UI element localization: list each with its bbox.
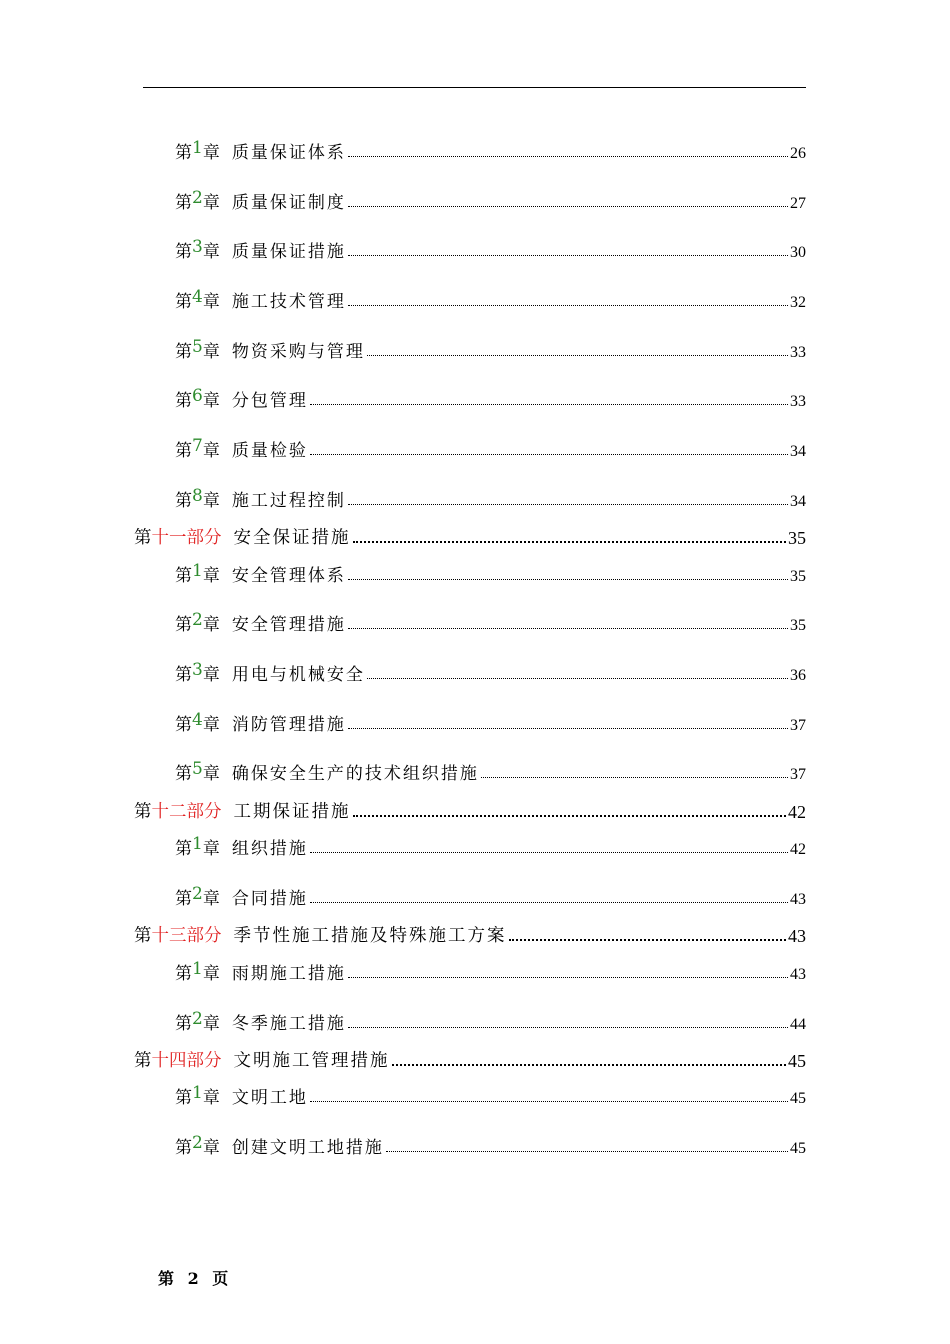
entry-suffix: 章 <box>202 715 220 735</box>
toc-entry[interactable] <box>175 1132 806 1158</box>
dot-leader <box>310 902 788 903</box>
header-rule <box>143 87 806 88</box>
entry-suffix: 章 <box>202 566 220 586</box>
entry-page: 33 <box>790 344 806 361</box>
toc-entry[interactable] <box>175 958 806 984</box>
entry-title: 施工技术管理 <box>231 292 346 312</box>
entry-prefix: 第 <box>175 391 192 411</box>
toc-entry[interactable] <box>175 385 806 411</box>
entry-title: 季节性施工措施及特殊施工方案 <box>233 926 507 946</box>
entry-page: 33 <box>790 393 806 410</box>
entry-page: 37 <box>790 766 806 783</box>
entry-title: 质量检验 <box>231 441 308 461</box>
entry-page: 43 <box>790 966 806 983</box>
toc-entry[interactable] <box>175 435 806 461</box>
entry-title: 物资采购与管理 <box>231 342 365 362</box>
dot-leader <box>481 777 788 778</box>
dot-leader <box>310 454 788 455</box>
entry-page: 45 <box>790 1140 806 1157</box>
entry-title: 雨期施工措施 <box>231 964 346 984</box>
entry-number: 3 <box>192 660 203 680</box>
entry-page: 45 <box>788 1051 806 1071</box>
entry-title: 创建文明工地措施 <box>231 1138 384 1158</box>
entry-page: 45 <box>790 1090 806 1107</box>
dot-leader <box>348 156 788 157</box>
entry-suffix: 章 <box>202 391 220 411</box>
toc-entry[interactable] <box>175 883 806 909</box>
entry-title: 质量保证制度 <box>231 193 346 213</box>
entry-prefix: 第 <box>175 839 192 859</box>
entry-suffix: 章 <box>202 1014 220 1034</box>
toc-entry[interactable] <box>175 137 806 163</box>
entry-title: 施工过程控制 <box>231 491 346 511</box>
entry-prefix: 第 <box>175 964 192 984</box>
entry-prefix: 第 <box>175 292 192 312</box>
entry-prefix: 第 <box>175 342 192 362</box>
entry-title: 分包管理 <box>231 391 308 411</box>
entry-prefix: 第 <box>175 491 192 511</box>
entry-title: 安全管理措施 <box>231 615 346 635</box>
entry-title: 质量保证体系 <box>231 143 346 163</box>
toc-part-entry[interactable] <box>134 797 806 823</box>
toc-entry[interactable] <box>175 236 806 262</box>
toc-entry[interactable] <box>175 659 806 685</box>
dot-leader <box>310 852 788 853</box>
entry-page: 35 <box>788 528 806 548</box>
toc-entry[interactable] <box>175 560 806 586</box>
entry-suffix: 章 <box>202 143 220 163</box>
toc-entry[interactable] <box>175 187 806 213</box>
entry-suffix: 章 <box>202 889 220 909</box>
entry-page: 43 <box>790 891 806 908</box>
entry-title: 安全保证措施 <box>233 528 351 548</box>
toc-entry[interactable] <box>175 485 806 511</box>
toc-part-entry[interactable] <box>134 523 806 549</box>
dot-leader <box>348 977 788 978</box>
entry-prefix: 第 <box>134 528 152 548</box>
entry-prefix: 第 <box>175 889 192 909</box>
entry-prefix: 第 <box>175 1014 192 1034</box>
entry-suffix: 章 <box>202 342 220 362</box>
entry-number: 2 <box>192 188 203 208</box>
entry-prefix: 第 <box>134 802 152 822</box>
dot-leader <box>310 404 788 405</box>
entry-prefix: 第 <box>134 926 152 946</box>
entry-page: 42 <box>788 802 806 822</box>
entry-number: 2 <box>192 1009 203 1029</box>
entry-suffix: 章 <box>202 292 220 312</box>
entry-number: 十二部分 <box>151 802 222 822</box>
entry-page: 27 <box>790 195 806 212</box>
entry-number: 1 <box>192 834 203 854</box>
entry-number: 1 <box>192 561 203 581</box>
entry-suffix: 章 <box>202 764 220 784</box>
dot-leader <box>386 1151 788 1152</box>
entry-prefix: 第 <box>175 1088 192 1108</box>
entry-number: 2 <box>192 1133 203 1153</box>
entry-suffix: 章 <box>202 491 220 511</box>
toc-entry[interactable] <box>175 336 806 362</box>
dot-leader <box>348 305 788 306</box>
entry-title: 文明施工管理措施 <box>233 1051 390 1071</box>
entry-title: 工期保证措施 <box>233 802 351 822</box>
entry-title: 确保安全生产的技术组织措施 <box>231 764 479 784</box>
entry-page: 36 <box>790 667 806 684</box>
dot-leader <box>353 815 787 817</box>
toc-entry[interactable] <box>175 286 806 312</box>
entry-number: 1 <box>192 1083 203 1103</box>
entry-title: 组织措施 <box>231 839 308 859</box>
dot-leader <box>348 504 788 505</box>
entry-number: 4 <box>192 710 203 730</box>
entry-number: 6 <box>192 386 203 406</box>
entry-number: 十三部分 <box>151 926 222 946</box>
entry-suffix: 章 <box>202 1138 220 1158</box>
entry-page: 30 <box>790 244 806 261</box>
entry-page: 44 <box>790 1016 806 1033</box>
toc-part-entry[interactable] <box>134 921 806 947</box>
toc-part-entry[interactable] <box>134 1046 806 1072</box>
entry-prefix: 第 <box>175 1138 192 1158</box>
dot-leader <box>392 1064 787 1066</box>
entry-prefix: 第 <box>175 143 192 163</box>
entry-page: 37 <box>790 717 806 734</box>
entry-title: 文明工地 <box>231 1088 308 1108</box>
entry-number: 8 <box>192 486 203 506</box>
toc-entry[interactable] <box>175 758 806 784</box>
dot-leader <box>348 255 788 256</box>
dot-leader <box>348 1027 788 1028</box>
entry-suffix: 章 <box>202 665 220 685</box>
entry-title: 消防管理措施 <box>231 715 346 735</box>
toc-entry[interactable] <box>175 709 806 735</box>
dot-leader <box>348 579 788 580</box>
entry-suffix: 章 <box>202 615 220 635</box>
entry-page: 34 <box>790 493 806 510</box>
entry-prefix: 第 <box>175 715 192 735</box>
entry-number: 3 <box>192 237 203 257</box>
entry-number: 5 <box>192 759 203 779</box>
page-footer: 第 2 页 <box>158 1269 229 1288</box>
dot-leader <box>348 628 788 629</box>
toc-entry[interactable] <box>175 833 806 859</box>
entry-number: 1 <box>192 138 203 158</box>
entry-title: 安全管理体系 <box>231 566 346 586</box>
entry-prefix: 第 <box>134 1051 152 1071</box>
entry-number: 1 <box>192 959 203 979</box>
dot-leader <box>367 355 788 356</box>
entry-page: 32 <box>790 294 806 311</box>
entry-number: 2 <box>192 884 203 904</box>
entry-prefix: 第 <box>175 242 192 262</box>
entry-page: 34 <box>790 443 806 460</box>
entry-page: 35 <box>790 568 806 585</box>
entry-prefix: 第 <box>175 566 192 586</box>
entry-page: 42 <box>790 841 806 858</box>
entry-number: 5 <box>192 337 203 357</box>
entry-prefix: 第 <box>175 193 192 213</box>
entry-prefix: 第 <box>175 764 192 784</box>
toc-entry[interactable] <box>175 1082 806 1108</box>
dot-leader <box>310 1101 788 1102</box>
entry-page: 43 <box>788 926 806 946</box>
toc-entry[interactable] <box>175 609 806 635</box>
entry-suffix: 章 <box>202 441 220 461</box>
entry-title: 质量保证措施 <box>231 242 346 262</box>
dot-leader <box>509 939 787 941</box>
entry-title: 冬季施工措施 <box>231 1014 346 1034</box>
dot-leader <box>367 678 788 679</box>
entry-number: 7 <box>192 436 203 456</box>
entry-title: 用电与机械安全 <box>231 665 365 685</box>
entry-suffix: 章 <box>202 193 220 213</box>
dot-leader <box>348 728 788 729</box>
toc-entry[interactable] <box>175 1008 806 1034</box>
entry-prefix: 第 <box>175 615 192 635</box>
entry-page: 26 <box>790 145 806 162</box>
entry-page: 35 <box>790 617 806 634</box>
entry-suffix: 章 <box>202 1088 220 1108</box>
entry-suffix: 章 <box>202 839 220 859</box>
entry-title: 合同措施 <box>231 889 308 909</box>
dot-leader <box>353 541 787 543</box>
entry-number: 2 <box>192 610 203 630</box>
dot-leader <box>348 206 788 207</box>
entry-number: 4 <box>192 287 203 307</box>
entry-suffix: 章 <box>202 964 220 984</box>
entry-number: 十四部分 <box>151 1051 222 1071</box>
entry-suffix: 章 <box>202 242 220 262</box>
entry-prefix: 第 <box>175 665 192 685</box>
entry-number: 十一部分 <box>151 528 222 548</box>
entry-prefix: 第 <box>175 441 192 461</box>
